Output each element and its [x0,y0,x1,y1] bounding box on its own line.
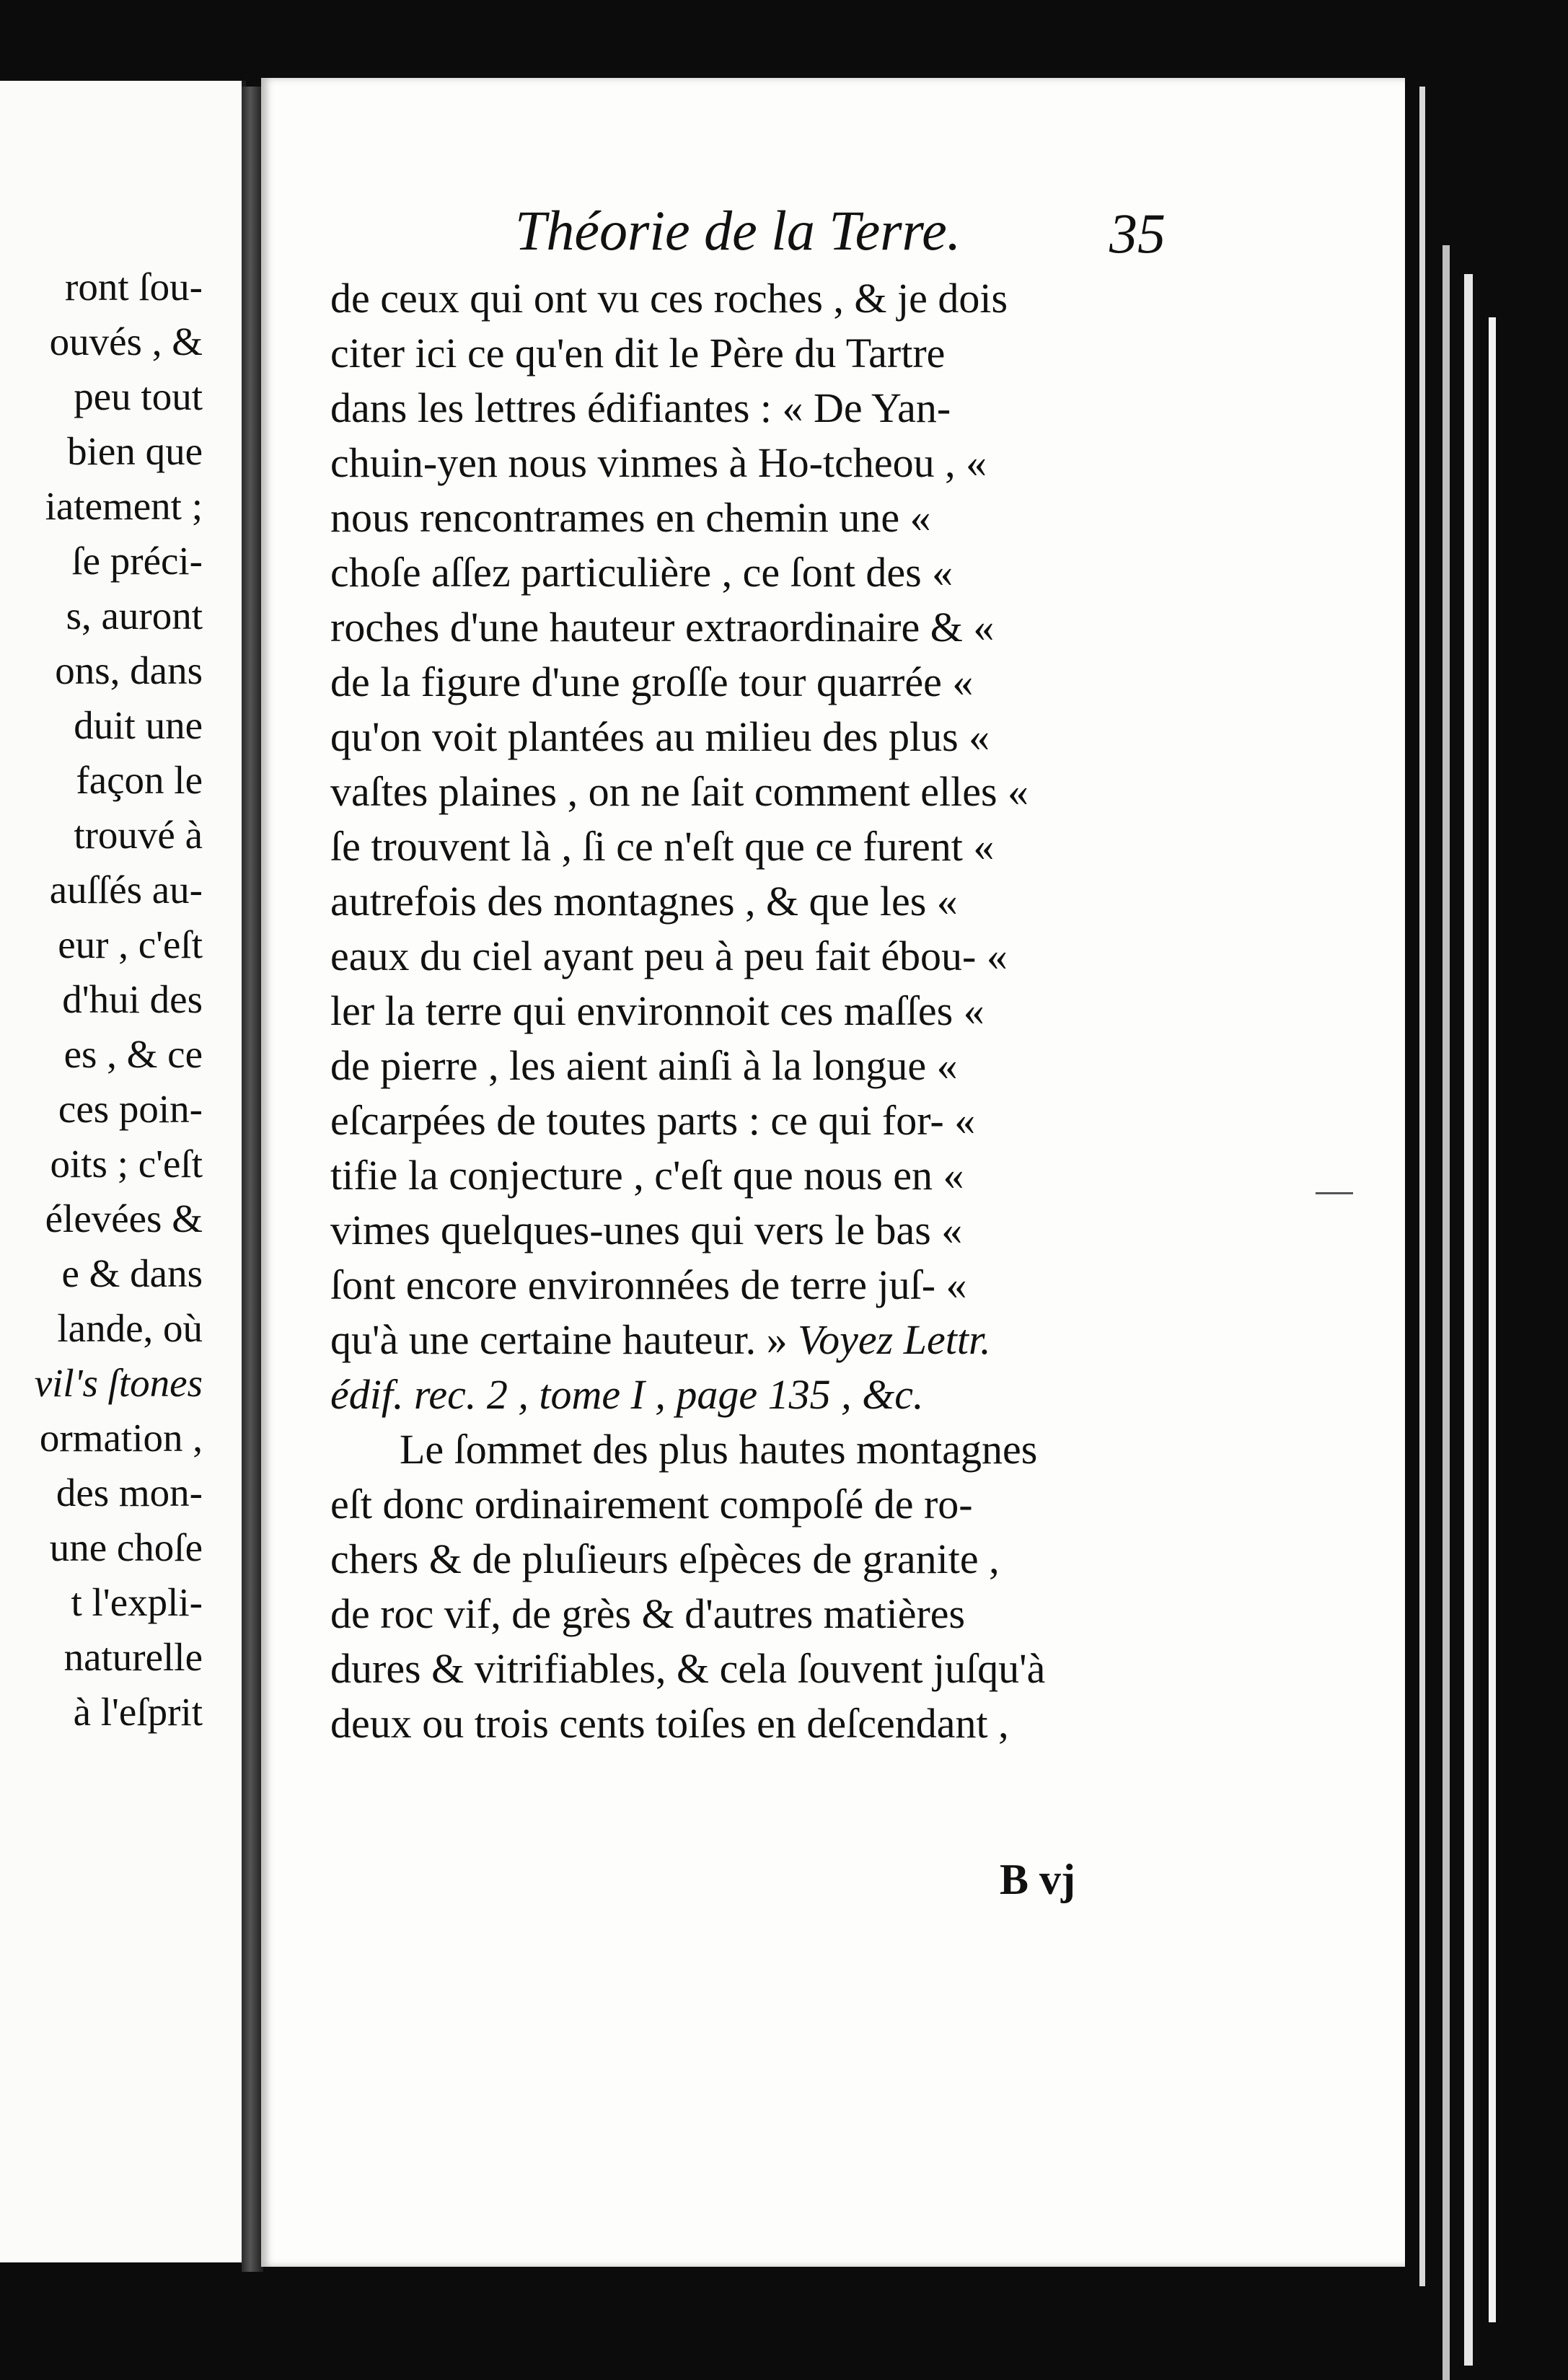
body-text [330,271,1463,1751]
left-page-line: ons, dans [55,648,203,692]
quote-end: qu'à une certaine hauteur. » [330,1316,788,1363]
text-line: ſe trouvent là , ſi ce n'eſt que ce furent « [330,823,995,870]
paragraph-line: eſt donc ordinairement compoſé de ro- [330,1481,973,1528]
text-line: citer ici ce qu'en dit le Père du Tartre [330,330,946,376]
text-line: ſont encore environnées de terre juſ- « [330,1261,967,1308]
left-page-line: s, auront [66,594,203,638]
text-line: ler la terre qui environnoit ces maſſes « [330,987,985,1034]
left-page-line: ormation , [39,1416,203,1460]
left-page-line: bien que [67,429,203,473]
text-line [330,1313,1463,1367]
text-line: chuin-yen nous vinmes à Ho-tcheou , « [330,439,987,486]
text-line: vaſtes plaines , on ne ſait comment elles « [330,768,1029,815]
text-line: roches d'une hauteur extraordinaire & « [330,604,995,651]
page-edge [1419,87,1425,2286]
text-line: de pierre , les aient ainſi à la longue « [330,1042,958,1089]
paragraph-line: dures & vitrifiables, & cela ſouvent juſqu'à [330,1645,1046,1692]
book-gutter [242,87,263,2272]
text-line: choſe aſſez particulière , ce ſont des « [330,549,953,596]
text-line: de la figure d'une groſſe tour quarrée « [330,658,974,705]
left-page-line: élevées & [45,1196,203,1240]
left-page-line: lande, où [57,1306,203,1350]
left-page-line: auſſés au- [49,868,203,912]
left-page-line: ces poin- [58,1087,203,1131]
text-line: eſcarpées de toutes parts : ce qui for- « [330,1097,976,1144]
page-edge [1443,245,1450,2380]
left-page [0,81,246,2262]
page-edges [1405,58,1568,2337]
left-page-line: ſe préci- [71,539,203,583]
text-line: de ceux qui ont vu ces roches , & je dois [330,275,1008,322]
left-page-line: eur , c'eſt [58,922,203,966]
paragraph-line: Le ſommet des plus hautes montagnes [400,1426,1038,1473]
text-line: vimes quelques-unes qui vers le bas « [330,1207,963,1253]
left-page-line: t l'expli- [71,1580,203,1624]
left-page-line: trouvé à [74,813,203,857]
left-page-line: naturelle [63,1635,203,1679]
text-line: dans les lettres édifiantes : « De Yan- [330,384,951,431]
left-page-line: ront ſou- [65,265,203,309]
left-page-line: oits ; c'eſt [50,1142,203,1186]
text-line: eaux du ciel ayant peu à peu fait ébou- « [330,933,1008,979]
left-page-line: vil's ſtones [34,1361,203,1405]
left-page-line: façon le [76,758,203,802]
running-head: Théorie de la Terre. [515,199,961,262]
left-page-line: duit une [74,703,203,747]
left-page-line: iatement ; [45,484,203,528]
margin-mark [1316,1192,1353,1194]
reference-line: édif. rec. 2 , tome I , page 135 , &c. [330,1371,924,1418]
text-line: autrefois des montagnes , & que les « [330,878,958,925]
paragraph-line: deux ou trois cents toiſes en deſcendant , [330,1700,1009,1747]
signature-mark: B vj [1000,1856,1075,1903]
right-page [261,78,1405,2267]
paragraph-line: de roc vif, de grès & d'autres matières [330,1590,966,1637]
left-page-line: à l'eſprit [73,1690,203,1734]
left-page-line: ouvés , & [49,319,203,363]
text-line: tifie la conjecture , c'eſt que nous en « [330,1152,964,1199]
text-line: qu'on voit plantées au milieu des plus « [330,713,990,760]
left-page-line: peu tout [74,374,203,418]
left-page-line: des mon- [56,1471,203,1515]
left-page-line: une choſe [49,1525,203,1569]
reference-start: Voyez Lettr. [798,1316,991,1363]
left-page-line: e & dans [61,1251,203,1295]
page-edge [1489,317,1496,2322]
left-page-line: d'hui des [62,977,203,1021]
text-line: nous rencontrames en chemin une « [330,494,931,541]
left-page-line: es , & ce [63,1032,203,1076]
page-number: 35 [1109,202,1166,265]
paragraph-line: chers & de pluſieurs eſpèces de granite , [330,1535,1000,1582]
page-edge [1464,274,1473,2366]
